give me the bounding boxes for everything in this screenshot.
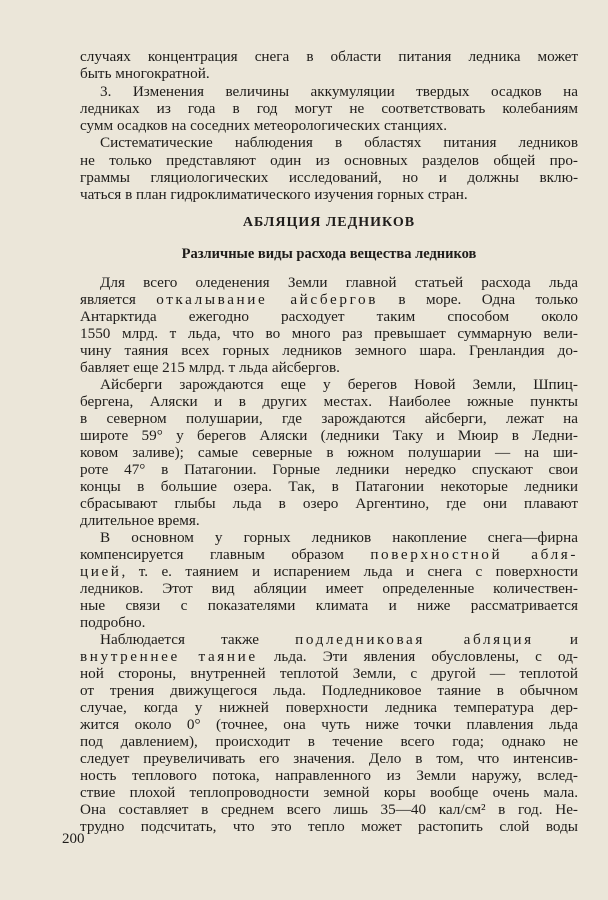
text-line: ствие плохой теплопроводности земной коры вообще очень мала. [80,784,578,801]
text-run: Наблюдается также [100,631,296,648]
text-line: Для всего оледенения Земли главной статьей расхода льда [100,274,578,291]
text-line: ковом заливе); самые северные в южном полушарии — на ши- [80,444,578,461]
text-line: длительное время. [80,512,200,529]
text-line: сумм осадков на соседних метеорологических станциях. [80,117,448,134]
text-line [80,648,578,665]
text-run: , т. е. таянием и испарением льда и снега с поверхности [121,563,578,580]
text-line [80,291,578,308]
text-line: чину таяния всех горных ледников земного шара. Гренландия до- [80,342,578,359]
spaced-term: внутреннее таяние [80,648,258,665]
spaced-term: цией [80,563,122,580]
text-line: случаях концентрация снега в области питания ледника может [80,48,578,65]
section-title: АБЛЯЦИЯ ЛЕДНИКОВ [242,215,416,230]
spaced-term: поверхностной абля- [370,546,578,563]
text-line: сбрасывают глыбы льда в озеро Аргентино, где они плавают [80,495,578,512]
text-line: подробно. [80,614,146,631]
text-line: ной стороны, внутренней теплотой Земли, с другой — теплотой [80,665,578,682]
text-line [100,631,578,648]
spaced-term: подледниковая абляция [295,631,534,648]
text-line [80,546,578,563]
text-line: трудно подсчитать, что это тепло может растопить слой воды [80,818,578,835]
text-line: быть многократной. [80,65,210,82]
text-line: случае, когда у нижней поверхности ледника температура дер- [80,699,578,716]
text-line: жится около 0° (точнее, она чуть ниже точки плавления льда [80,716,578,733]
text-run: является [80,291,157,308]
text-line: от трения движущегося льда. Подледниковое таяние в обычном [80,682,578,699]
text-run: льда. Эти явления обусловлены, с од- [257,648,578,665]
text-line: В основном у горных ледников накопление снега—фирна [100,529,578,546]
spaced-term: откалывание айсбергов [156,291,379,308]
text-line: 1550 млрд. т льда, что во много раз превышает суммарную вели- [80,325,578,342]
text-line: бавляет еще 215 млрд. т льда айсбергов. [80,359,340,376]
text-line: в северном полушарии, где зарождаются айсберги, лежат на [80,410,578,427]
text-line: ность теплового потока, направленного из Земли наружу, вслед- [80,767,578,784]
text-line: концы в большие озера. Так, в Патагонии некоторые ледники [80,478,578,495]
text-run: и [533,631,578,648]
text-line: Систематические наблюдения в областях питания ледников [100,134,578,151]
text-line: следует преувеличивать его значения. Дело в том, что интенсив- [80,750,578,767]
text-line: Антарктида ежегодно расходует таким способом около [80,308,578,325]
text-line: бергена, Аляски и в других местах. Наиболее южные пункты [80,393,578,410]
text-line: 3. Изменения величины аккумуляции твердых осадков на [100,83,578,100]
text-line: ледниках из года в год могут не соответствовать колебаниям [80,100,578,117]
text-line: ледников. Этот вид абляции имеет определенные количествен- [80,580,578,597]
text-line: широте 59° у берегов Аляски (ледники Таку и Мюир в Ледни- [80,427,578,444]
text-line: Она составляет в среднем всего лишь 35—40 кал/см² в год. Не- [80,801,578,818]
text-line: граммы гляциологических исследований, но и должны вклю- [80,169,578,186]
text-line: не только представляют один из основных разделов общей про- [80,152,578,169]
text-run: в море. Одна только [378,291,578,308]
text-line: чаться в план гидроклиматического изучения горных стран. [80,186,468,203]
text-run: компенсируется главным образом [80,546,371,563]
text-line: под давлением), происходит в течение всего года; однако не [80,733,578,750]
text-line [80,563,578,580]
text-line: роте 47° в Патагонии. Горные ледники нередко спускают свои [80,461,578,478]
text-line: ные связи с показателями климата и ниже рассматривается [80,597,578,614]
subsection-title: Различные виды расхода вещества ледников [181,246,477,262]
page-number: 200 [62,831,85,847]
text-line: Айсберги зарождаются еще у берегов Новой Земли, Шпиц- [100,376,578,393]
